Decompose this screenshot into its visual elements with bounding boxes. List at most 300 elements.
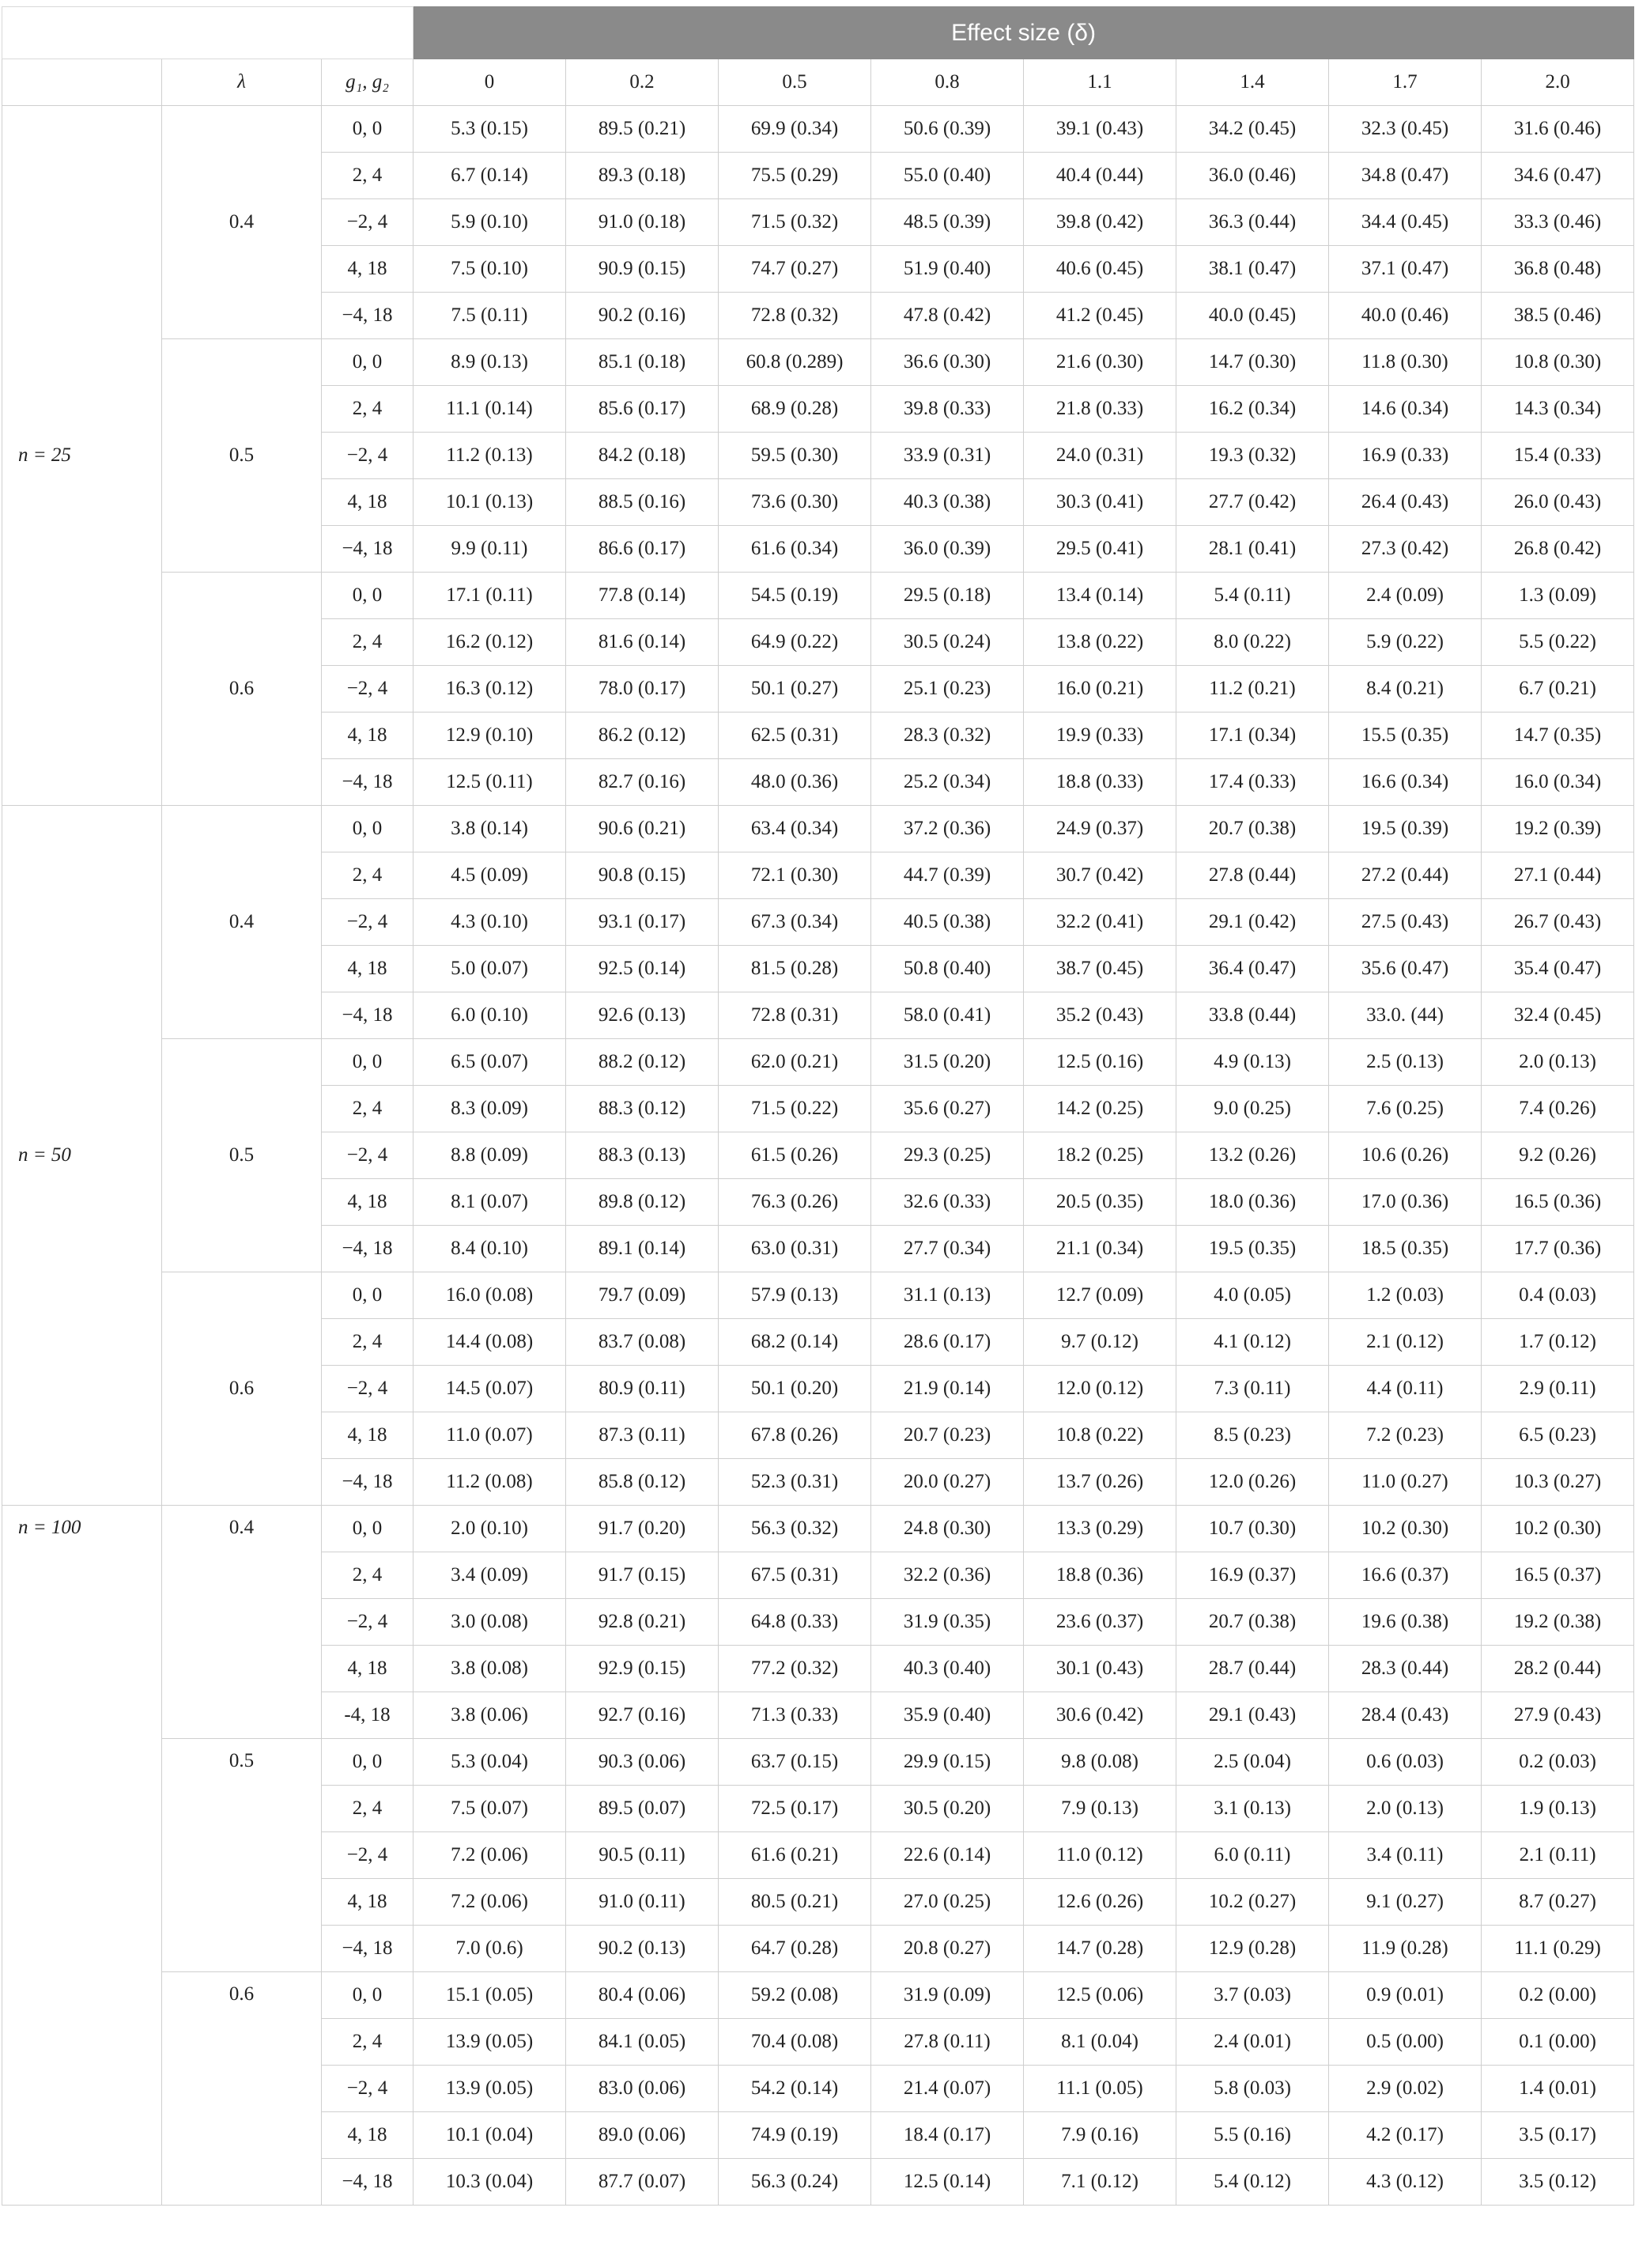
value-cell: 10.6 (0.26) — [1329, 1132, 1482, 1179]
value-cell: 34.6 (0.47) — [1482, 153, 1634, 199]
value-cell: 80.4 (0.06) — [566, 1972, 719, 2019]
value-cell: 13.8 (0.22) — [1024, 619, 1176, 666]
value-cell: 32.3 (0.45) — [1329, 106, 1482, 153]
value-cell: 8.7 (0.27) — [1482, 1879, 1634, 1926]
value-cell: 90.3 (0.06) — [566, 1739, 719, 1786]
value-cell: 4.3 (0.12) — [1329, 2159, 1482, 2206]
g-values-cell: −4, 18 — [322, 1459, 413, 1506]
value-cell: 2.0 (0.13) — [1482, 1039, 1634, 1086]
value-cell: 64.9 (0.22) — [719, 619, 871, 666]
value-cell: 3.8 (0.06) — [413, 1692, 566, 1739]
value-cell: 92.5 (0.14) — [566, 946, 719, 992]
value-cell: 5.9 (0.10) — [413, 199, 566, 246]
lambda-cell: 0.5 — [162, 1739, 322, 1972]
value-cell: 8.1 (0.04) — [1024, 2019, 1176, 2066]
value-cell: 27.7 (0.34) — [871, 1226, 1024, 1272]
table-row — [2, 573, 1634, 619]
value-cell: 33.3 (0.46) — [1482, 199, 1634, 246]
value-cell: 89.1 (0.14) — [566, 1226, 719, 1272]
g-values-cell: −2, 4 — [322, 433, 413, 479]
g-values-cell: −2, 4 — [322, 1832, 413, 1879]
value-cell: 32.6 (0.33) — [871, 1179, 1024, 1226]
table-row — [2, 1739, 1634, 1786]
value-cell: 11.1 (0.29) — [1482, 1926, 1634, 1972]
value-cell: 6.0 (0.10) — [413, 992, 566, 1039]
value-cell: 27.9 (0.43) — [1482, 1692, 1634, 1739]
value-cell: 19.2 (0.38) — [1482, 1599, 1634, 1646]
value-cell: 16.2 (0.34) — [1176, 386, 1329, 433]
value-cell: 27.5 (0.43) — [1329, 899, 1482, 946]
value-cell: 34.2 (0.45) — [1176, 106, 1329, 153]
value-cell: 36.3 (0.44) — [1176, 199, 1329, 246]
value-cell: 3.8 (0.08) — [413, 1646, 566, 1692]
value-cell: 9.9 (0.11) — [413, 526, 566, 573]
value-cell: 19.5 (0.39) — [1329, 806, 1482, 852]
value-cell: 26.0 (0.43) — [1482, 479, 1634, 526]
value-cell: 8.8 (0.09) — [413, 1132, 566, 1179]
value-cell: 4.0 (0.05) — [1176, 1272, 1329, 1319]
value-cell: 2.4 (0.09) — [1329, 573, 1482, 619]
table-row — [2, 339, 1634, 386]
value-cell: 20.0 (0.27) — [871, 1459, 1024, 1506]
value-cell: 0.1 (0.00) — [1482, 2019, 1634, 2066]
value-cell: 87.3 (0.11) — [566, 1412, 719, 1459]
value-cell: 2.9 (0.02) — [1329, 2066, 1482, 2112]
sample-size-cell — [2, 1506, 162, 2206]
effect-size-header: Effect size (δ) — [413, 7, 1634, 59]
value-cell: 21.6 (0.30) — [1024, 339, 1176, 386]
value-cell: 11.9 (0.28) — [1329, 1926, 1482, 1972]
g-values-cell: 0, 0 — [322, 1039, 413, 1086]
sample-size-label: n = 50 — [18, 1144, 71, 1166]
g-values-cell: −2, 4 — [322, 1366, 413, 1412]
value-cell: 52.3 (0.31) — [719, 1459, 871, 1506]
value-cell: 64.7 (0.28) — [719, 1926, 871, 1972]
value-cell: 24.8 (0.30) — [871, 1506, 1024, 1552]
value-cell: 5.3 (0.04) — [413, 1739, 566, 1786]
value-cell: 2.4 (0.01) — [1176, 2019, 1329, 2066]
value-cell: 3.1 (0.13) — [1176, 1786, 1329, 1832]
value-cell: 40.3 (0.38) — [871, 479, 1024, 526]
value-cell: 28.2 (0.44) — [1482, 1646, 1634, 1692]
value-cell: 26.7 (0.43) — [1482, 899, 1634, 946]
value-cell: 27.2 (0.44) — [1329, 852, 1482, 899]
value-cell: 89.5 (0.21) — [566, 106, 719, 153]
value-cell: 67.5 (0.31) — [719, 1552, 871, 1599]
g-values-cell: −2, 4 — [322, 2066, 413, 2112]
value-cell: 71.5 (0.22) — [719, 1086, 871, 1132]
sample-size-cell — [2, 106, 162, 806]
value-cell: 63.0 (0.31) — [719, 1226, 871, 1272]
header-delta-2: 0.5 — [719, 59, 871, 106]
value-cell: 19.9 (0.33) — [1024, 713, 1176, 759]
value-cell: 21.9 (0.14) — [871, 1366, 1024, 1412]
value-cell: 2.5 (0.04) — [1176, 1739, 1329, 1786]
value-cell: 16.6 (0.34) — [1329, 759, 1482, 806]
value-cell: 30.7 (0.42) — [1024, 852, 1176, 899]
value-cell: 31.1 (0.13) — [871, 1272, 1024, 1319]
g-values-cell: 4, 18 — [322, 1179, 413, 1226]
value-cell: 16.9 (0.33) — [1329, 433, 1482, 479]
lambda-cell: 0.4 — [162, 106, 322, 339]
sample-size-label: n = 25 — [18, 444, 71, 466]
value-cell: 5.5 (0.22) — [1482, 619, 1634, 666]
value-cell: 64.8 (0.33) — [719, 1599, 871, 1646]
value-cell: 35.2 (0.43) — [1024, 992, 1176, 1039]
value-cell: 13.9 (0.05) — [413, 2019, 566, 2066]
header-row-columns — [2, 59, 1634, 106]
g-values-cell: 0, 0 — [322, 1272, 413, 1319]
value-cell: 15.4 (0.33) — [1482, 433, 1634, 479]
value-cell: 16.0 (0.21) — [1024, 666, 1176, 713]
g-values-cell: -4, 18 — [322, 1692, 413, 1739]
value-cell: 81.5 (0.28) — [719, 946, 871, 992]
value-cell: 12.0 (0.26) — [1176, 1459, 1329, 1506]
g-values-cell: 2, 4 — [322, 1552, 413, 1599]
value-cell: 4.1 (0.12) — [1176, 1319, 1329, 1366]
value-cell: 19.2 (0.39) — [1482, 806, 1634, 852]
g-values-cell: 2, 4 — [322, 153, 413, 199]
value-cell: 12.0 (0.12) — [1024, 1366, 1176, 1412]
value-cell: 23.6 (0.37) — [1024, 1599, 1176, 1646]
value-cell: 33.0. (44) — [1329, 992, 1482, 1039]
header-delta-0: 0 — [413, 59, 566, 106]
lambda-cell: 0.4 — [162, 806, 322, 1039]
header-g — [322, 59, 413, 106]
value-cell: 92.8 (0.21) — [566, 1599, 719, 1646]
value-cell: 13.9 (0.05) — [413, 2066, 566, 2112]
value-cell: 14.5 (0.07) — [413, 1366, 566, 1412]
g-values-cell: 2, 4 — [322, 1319, 413, 1366]
value-cell: 20.7 (0.38) — [1176, 806, 1329, 852]
value-cell: 3.4 (0.11) — [1329, 1832, 1482, 1879]
value-cell: 34.4 (0.45) — [1329, 199, 1482, 246]
lambda-cell: 0.6 — [162, 1272, 322, 1506]
value-cell: 6.0 (0.11) — [1176, 1832, 1329, 1879]
value-cell: 12.6 (0.26) — [1024, 1879, 1176, 1926]
value-cell: 14.7 (0.28) — [1024, 1926, 1176, 1972]
value-cell: 50.1 (0.20) — [719, 1366, 871, 1412]
value-cell: 3.5 (0.12) — [1482, 2159, 1634, 2206]
value-cell: 20.7 (0.23) — [871, 1412, 1024, 1459]
value-cell: 90.6 (0.21) — [566, 806, 719, 852]
value-cell: 5.5 (0.16) — [1176, 2112, 1329, 2159]
header-blank — [2, 7, 413, 59]
g-values-cell: −2, 4 — [322, 899, 413, 946]
value-cell: 28.1 (0.41) — [1176, 526, 1329, 573]
g-values-cell: −4, 18 — [322, 526, 413, 573]
value-cell: 77.2 (0.32) — [719, 1646, 871, 1692]
value-cell: 87.7 (0.07) — [566, 2159, 719, 2206]
g-values-cell: 0, 0 — [322, 339, 413, 386]
g-values-cell: 4, 18 — [322, 946, 413, 992]
g-values-cell: 2, 4 — [322, 1086, 413, 1132]
value-cell: 54.2 (0.14) — [719, 2066, 871, 2112]
value-cell: 77.8 (0.14) — [566, 573, 719, 619]
value-cell: 12.5 (0.06) — [1024, 1972, 1176, 2019]
value-cell: 68.9 (0.28) — [719, 386, 871, 433]
value-cell: 84.2 (0.18) — [566, 433, 719, 479]
value-cell: 27.8 (0.44) — [1176, 852, 1329, 899]
value-cell: 1.4 (0.01) — [1482, 2066, 1634, 2112]
table-row — [2, 1272, 1634, 1319]
value-cell: 85.1 (0.18) — [566, 339, 719, 386]
value-cell: 24.0 (0.31) — [1024, 433, 1176, 479]
value-cell: 0.9 (0.01) — [1329, 1972, 1482, 2019]
value-cell: 7.2 (0.06) — [413, 1832, 566, 1879]
value-cell: 3.7 (0.03) — [1176, 1972, 1329, 2019]
value-cell: 92.6 (0.13) — [566, 992, 719, 1039]
value-cell: 79.7 (0.09) — [566, 1272, 719, 1319]
g-values-cell: 2, 4 — [322, 619, 413, 666]
value-cell: 11.2 (0.21) — [1176, 666, 1329, 713]
value-cell: 56.3 (0.24) — [719, 2159, 871, 2206]
header-g-label: g₁, g₂ — [346, 71, 389, 93]
value-cell: 29.1 (0.43) — [1176, 1692, 1329, 1739]
value-cell: 91.0 (0.11) — [566, 1879, 719, 1926]
value-cell: 7.6 (0.25) — [1329, 1086, 1482, 1132]
value-cell: 13.7 (0.26) — [1024, 1459, 1176, 1506]
value-cell: 30.1 (0.43) — [1024, 1646, 1176, 1692]
value-cell: 39.8 (0.42) — [1024, 199, 1176, 246]
value-cell: 40.5 (0.38) — [871, 899, 1024, 946]
value-cell: 12.5 (0.16) — [1024, 1039, 1176, 1086]
value-cell: 8.4 (0.21) — [1329, 666, 1482, 713]
value-cell: 35.6 (0.47) — [1329, 946, 1482, 992]
header-lambda-label: λ — [237, 71, 246, 93]
value-cell: 3.0 (0.08) — [413, 1599, 566, 1646]
g-values-cell: 0, 0 — [322, 806, 413, 852]
value-cell: 38.7 (0.45) — [1024, 946, 1176, 992]
value-cell: 12.9 (0.28) — [1176, 1926, 1329, 1972]
value-cell: 62.5 (0.31) — [719, 713, 871, 759]
value-cell: 7.5 (0.10) — [413, 246, 566, 293]
value-cell: 30.5 (0.24) — [871, 619, 1024, 666]
value-cell: 32.2 (0.41) — [1024, 899, 1176, 946]
g-values-cell: −2, 4 — [322, 199, 413, 246]
value-cell: 89.0 (0.06) — [566, 2112, 719, 2159]
value-cell: 51.9 (0.40) — [871, 246, 1024, 293]
g-values-cell: 4, 18 — [322, 479, 413, 526]
value-cell: 10.2 (0.27) — [1176, 1879, 1329, 1926]
value-cell: 16.6 (0.37) — [1329, 1552, 1482, 1599]
header-delta-3: 0.8 — [871, 59, 1024, 106]
value-cell: 2.1 (0.11) — [1482, 1832, 1634, 1879]
value-cell: 16.2 (0.12) — [413, 619, 566, 666]
value-cell: 37.1 (0.47) — [1329, 246, 1482, 293]
g-values-cell: 0, 0 — [322, 1506, 413, 1552]
value-cell: 41.2 (0.45) — [1024, 293, 1176, 339]
value-cell: 16.9 (0.37) — [1176, 1552, 1329, 1599]
value-cell: 11.0 (0.07) — [413, 1412, 566, 1459]
value-cell: 25.2 (0.34) — [871, 759, 1024, 806]
value-cell: 27.1 (0.44) — [1482, 852, 1634, 899]
value-cell: 93.1 (0.17) — [566, 899, 719, 946]
value-cell: 71.3 (0.33) — [719, 1692, 871, 1739]
value-cell: 91.7 (0.15) — [566, 1552, 719, 1599]
value-cell: 13.3 (0.29) — [1024, 1506, 1176, 1552]
value-cell: 12.7 (0.09) — [1024, 1272, 1176, 1319]
value-cell: 40.0 (0.45) — [1176, 293, 1329, 339]
lambda-cell: 0.5 — [162, 339, 322, 573]
value-cell: 90.5 (0.11) — [566, 1832, 719, 1879]
value-cell: 18.4 (0.17) — [871, 2112, 1024, 2159]
table-body — [2, 106, 1634, 2206]
g-values-cell: 0, 0 — [322, 1972, 413, 2019]
value-cell: 32.2 (0.36) — [871, 1552, 1024, 1599]
value-cell: 12.5 (0.14) — [871, 2159, 1024, 2206]
value-cell: 84.1 (0.05) — [566, 2019, 719, 2066]
value-cell: 7.1 (0.12) — [1024, 2159, 1176, 2206]
value-cell: 35.4 (0.47) — [1482, 946, 1634, 992]
value-cell: 7.0 (0.6) — [413, 1926, 566, 1972]
value-cell: 83.0 (0.06) — [566, 2066, 719, 2112]
g-values-cell: 2, 4 — [322, 386, 413, 433]
value-cell: 38.1 (0.47) — [1176, 246, 1329, 293]
value-cell: 85.8 (0.12) — [566, 1459, 719, 1506]
value-cell: 20.5 (0.35) — [1024, 1179, 1176, 1226]
value-cell: 88.5 (0.16) — [566, 479, 719, 526]
value-cell: 0.2 (0.03) — [1482, 1739, 1634, 1786]
value-cell: 2.0 (0.13) — [1329, 1786, 1482, 1832]
value-cell: 6.5 (0.07) — [413, 1039, 566, 1086]
g-values-cell: 2, 4 — [322, 852, 413, 899]
value-cell: 37.2 (0.36) — [871, 806, 1024, 852]
value-cell: 10.1 (0.13) — [413, 479, 566, 526]
value-cell: 17.4 (0.33) — [1176, 759, 1329, 806]
value-cell: 11.0 (0.27) — [1329, 1459, 1482, 1506]
value-cell: 27.0 (0.25) — [871, 1879, 1024, 1926]
g-values-cell: −4, 18 — [322, 1926, 413, 1972]
value-cell: 72.8 (0.32) — [719, 293, 871, 339]
value-cell: 6.7 (0.14) — [413, 153, 566, 199]
sample-size-cell — [2, 806, 162, 1506]
value-cell: 5.0 (0.07) — [413, 946, 566, 992]
value-cell: 61.5 (0.26) — [719, 1132, 871, 1179]
table-row — [2, 1506, 1634, 1552]
value-cell: 36.4 (0.47) — [1176, 946, 1329, 992]
value-cell: 26.8 (0.42) — [1482, 526, 1634, 573]
value-cell: 21.4 (0.07) — [871, 2066, 1024, 2112]
value-cell: 17.1 (0.34) — [1176, 713, 1329, 759]
value-cell: 7.5 (0.11) — [413, 293, 566, 339]
value-cell: 3.4 (0.09) — [413, 1552, 566, 1599]
value-cell: 8.0 (0.22) — [1176, 619, 1329, 666]
value-cell: 5.3 (0.15) — [413, 106, 566, 153]
lambda-cell: 0.4 — [162, 1506, 322, 1739]
value-cell: 8.4 (0.10) — [413, 1226, 566, 1272]
value-cell: 92.9 (0.15) — [566, 1646, 719, 1692]
value-cell: 40.4 (0.44) — [1024, 153, 1176, 199]
g-values-cell: 2, 4 — [322, 1786, 413, 1832]
value-cell: 15.5 (0.35) — [1329, 713, 1482, 759]
value-cell: 8.9 (0.13) — [413, 339, 566, 386]
value-cell: 10.2 (0.30) — [1482, 1506, 1634, 1552]
value-cell: 0.4 (0.03) — [1482, 1272, 1634, 1319]
value-cell: 89.8 (0.12) — [566, 1179, 719, 1226]
value-cell: 5.8 (0.03) — [1176, 2066, 1329, 2112]
value-cell: 61.6 (0.34) — [719, 526, 871, 573]
header-delta-1: 0.2 — [566, 59, 719, 106]
g-values-cell: 4, 18 — [322, 713, 413, 759]
value-cell: 28.6 (0.17) — [871, 1319, 1024, 1366]
value-cell: 10.3 (0.27) — [1482, 1459, 1634, 1506]
value-cell: 8.1 (0.07) — [413, 1179, 566, 1226]
value-cell: 20.8 (0.27) — [871, 1926, 1024, 1972]
value-cell: 2.9 (0.11) — [1482, 1366, 1634, 1412]
value-cell: 16.5 (0.37) — [1482, 1552, 1634, 1599]
value-cell: 36.0 (0.39) — [871, 526, 1024, 573]
g-values-cell: −4, 18 — [322, 2159, 413, 2206]
value-cell: 63.7 (0.15) — [719, 1739, 871, 1786]
value-cell: 10.7 (0.30) — [1176, 1506, 1329, 1552]
value-cell: 21.1 (0.34) — [1024, 1226, 1176, 1272]
results-table-container — [2, 6, 1633, 2206]
value-cell: 13.4 (0.14) — [1024, 573, 1176, 619]
value-cell: 7.5 (0.07) — [413, 1786, 566, 1832]
value-cell: 91.7 (0.20) — [566, 1506, 719, 1552]
g-values-cell: −2, 4 — [322, 1132, 413, 1179]
g-values-cell: −4, 18 — [322, 992, 413, 1039]
value-cell: 17.7 (0.36) — [1482, 1226, 1634, 1272]
value-cell: 39.1 (0.43) — [1024, 106, 1176, 153]
value-cell: 10.8 (0.22) — [1024, 1412, 1176, 1459]
value-cell: 5.9 (0.22) — [1329, 619, 1482, 666]
value-cell: 14.7 (0.30) — [1176, 339, 1329, 386]
value-cell: 20.7 (0.38) — [1176, 1599, 1329, 1646]
value-cell: 59.2 (0.08) — [719, 1972, 871, 2019]
value-cell: 71.5 (0.32) — [719, 199, 871, 246]
value-cell: 63.4 (0.34) — [719, 806, 871, 852]
table-row — [2, 806, 1634, 852]
value-cell: 29.3 (0.25) — [871, 1132, 1024, 1179]
value-cell: 90.8 (0.15) — [566, 852, 719, 899]
value-cell: 18.8 (0.36) — [1024, 1552, 1176, 1599]
value-cell: 7.3 (0.11) — [1176, 1366, 1329, 1412]
value-cell: 2.5 (0.13) — [1329, 1039, 1482, 1086]
value-cell: 9.2 (0.26) — [1482, 1132, 1634, 1179]
value-cell: 30.3 (0.41) — [1024, 479, 1176, 526]
value-cell: 69.9 (0.34) — [719, 106, 871, 153]
value-cell: 11.8 (0.30) — [1329, 339, 1482, 386]
value-cell: 40.0 (0.46) — [1329, 293, 1482, 339]
value-cell: 39.8 (0.33) — [871, 386, 1024, 433]
value-cell: 2.1 (0.12) — [1329, 1319, 1482, 1366]
lambda-cell: 0.6 — [162, 1972, 322, 2206]
value-cell: 25.1 (0.23) — [871, 666, 1024, 713]
value-cell: 21.8 (0.33) — [1024, 386, 1176, 433]
value-cell: 33.9 (0.31) — [871, 433, 1024, 479]
value-cell: 26.4 (0.43) — [1329, 479, 1482, 526]
value-cell: 47.8 (0.42) — [871, 293, 1024, 339]
value-cell: 4.5 (0.09) — [413, 852, 566, 899]
value-cell: 14.6 (0.34) — [1329, 386, 1482, 433]
lambda-cell: 0.6 — [162, 573, 322, 806]
sample-size-label: n = 100 — [18, 1517, 81, 1538]
value-cell: 80.9 (0.11) — [566, 1366, 719, 1412]
value-cell: 59.5 (0.30) — [719, 433, 871, 479]
g-values-cell: 0, 0 — [322, 573, 413, 619]
header-delta-6: 1.7 — [1329, 59, 1482, 106]
value-cell: 32.4 (0.45) — [1482, 992, 1634, 1039]
value-cell: 88.3 (0.13) — [566, 1132, 719, 1179]
value-cell: 27.3 (0.42) — [1329, 526, 1482, 573]
value-cell: 13.2 (0.26) — [1176, 1132, 1329, 1179]
value-cell: 56.3 (0.32) — [719, 1506, 871, 1552]
value-cell: 7.4 (0.26) — [1482, 1086, 1634, 1132]
value-cell: 3.5 (0.17) — [1482, 2112, 1634, 2159]
table-row — [2, 1039, 1634, 1086]
